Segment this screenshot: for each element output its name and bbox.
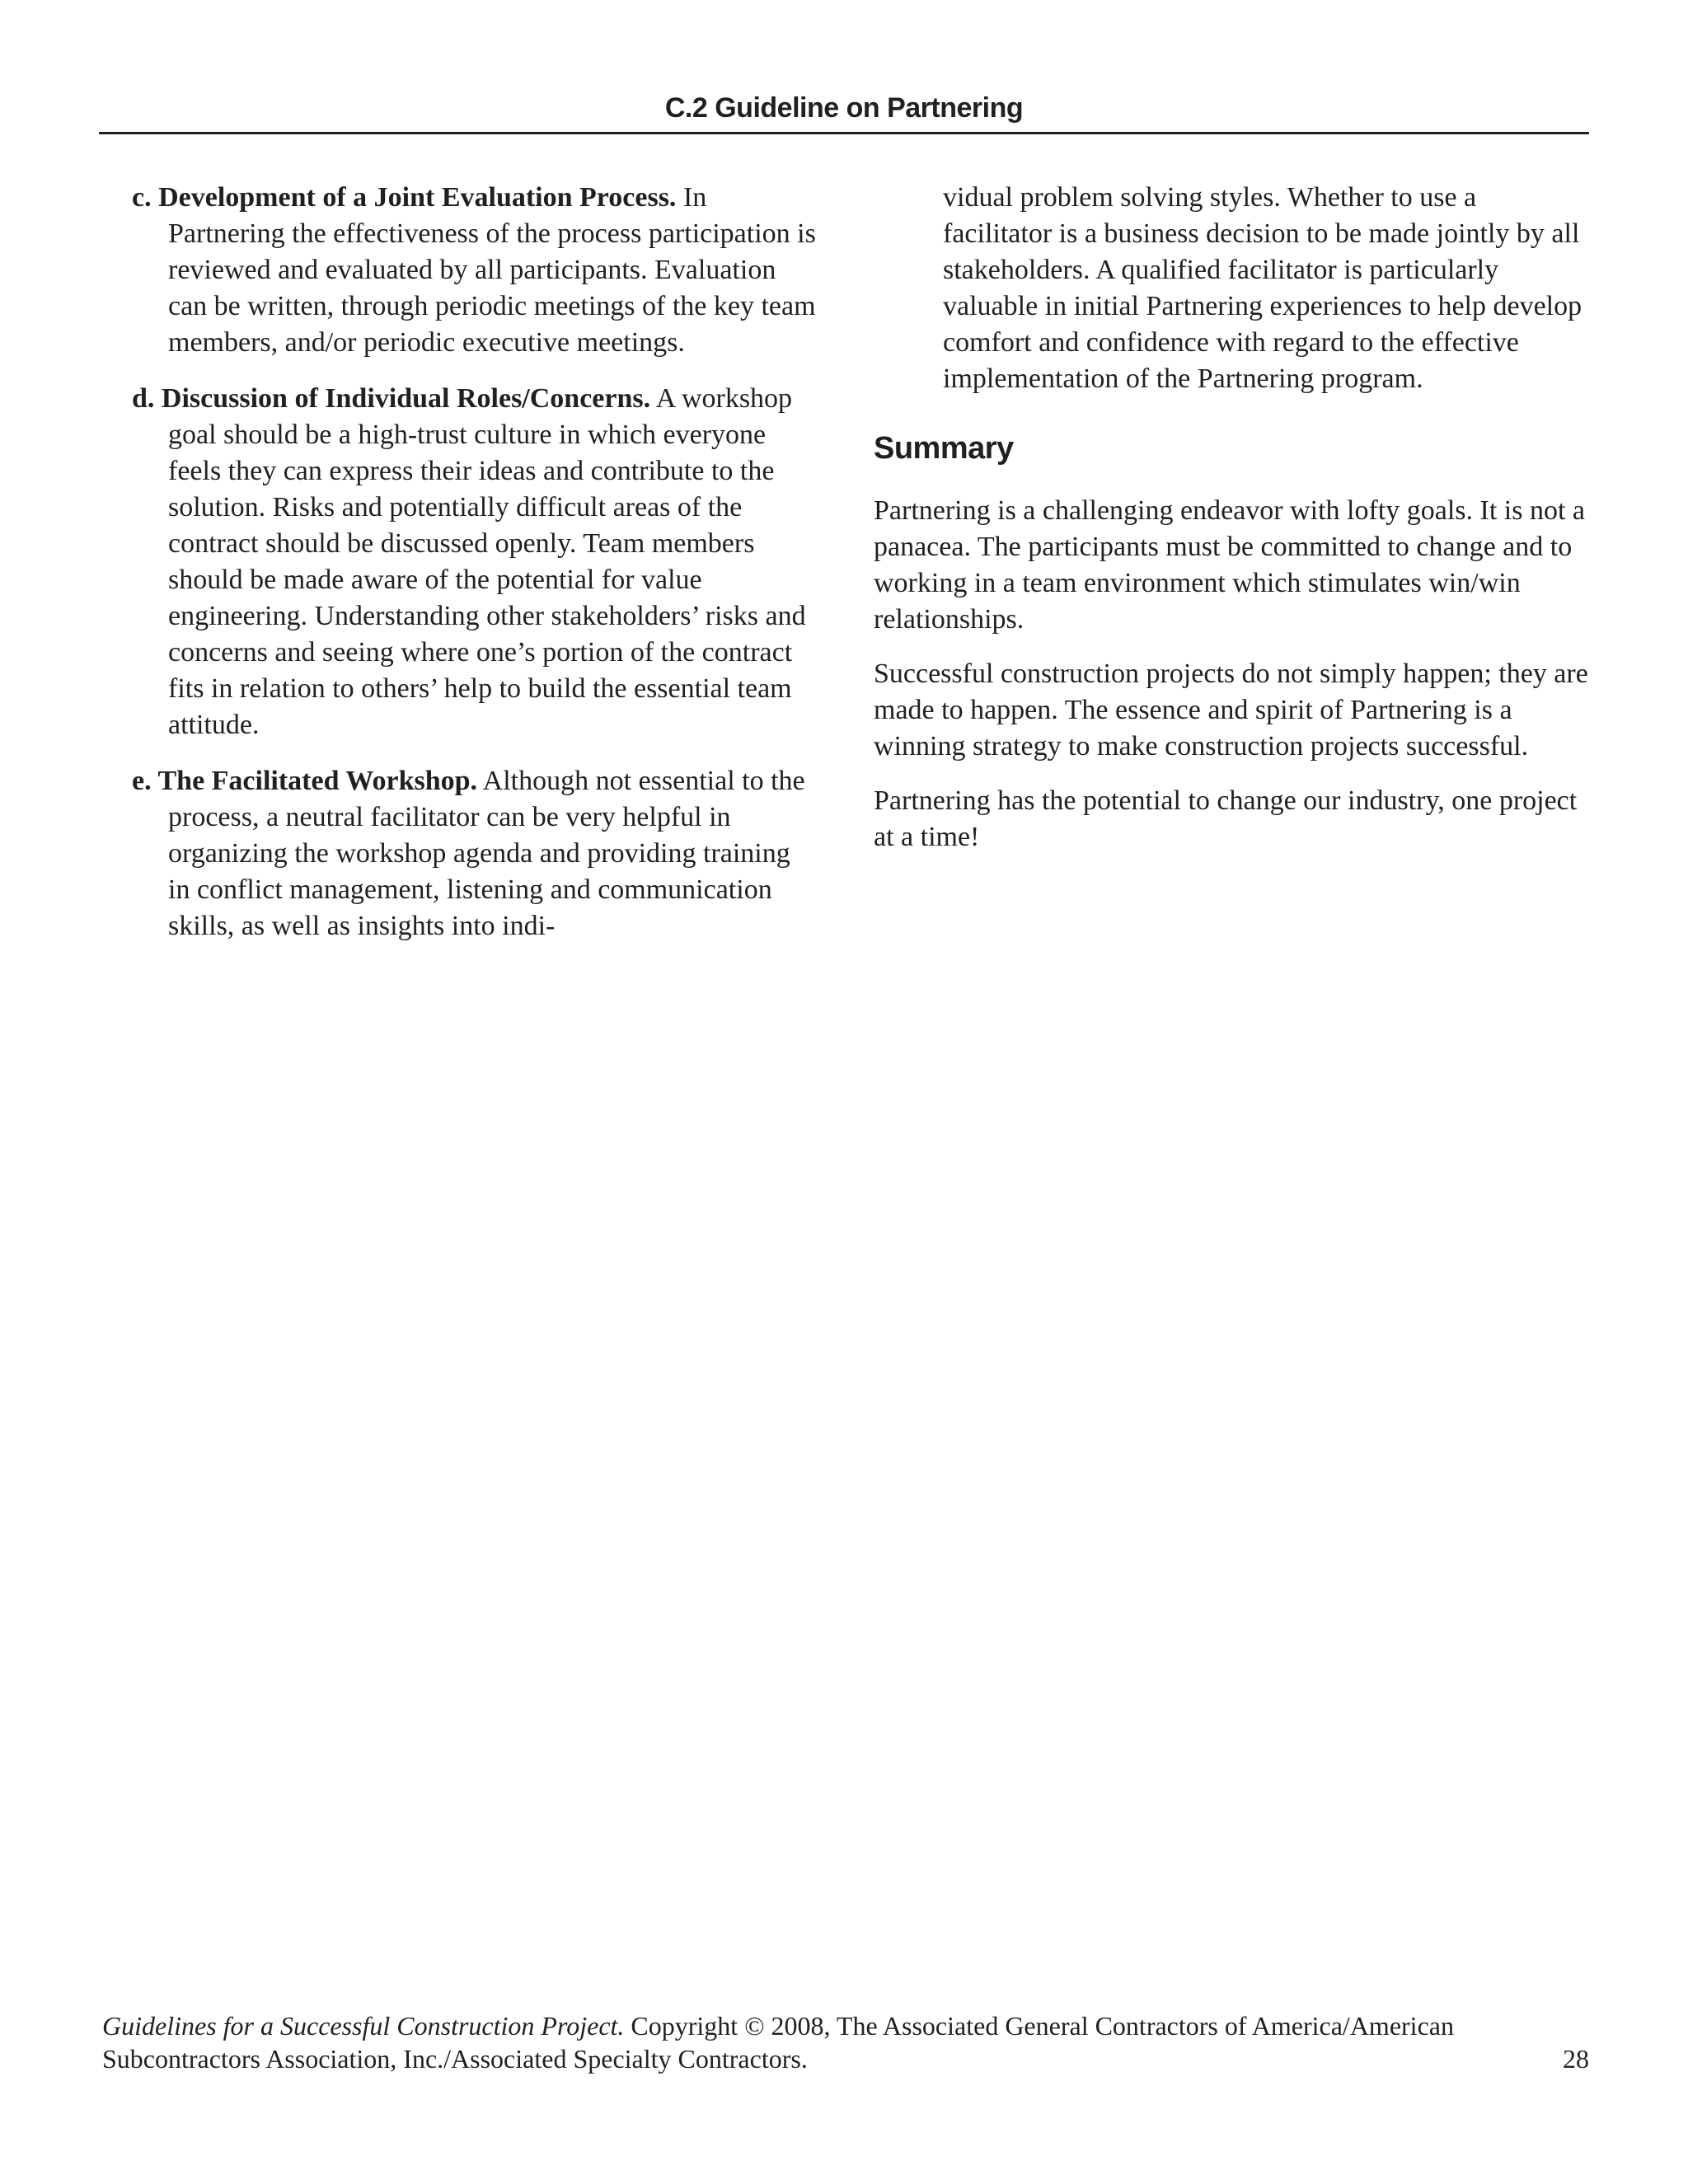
list-item-heading: d. Discussion of Individual Roles/Concerns. [132, 383, 651, 414]
summary-paragraph: Partnering is a challenging endeavor with lofty goals. It is not a panacea. The participants must be committed to change and to working in a team environment which stimulates win/win relationships. [874, 495, 1586, 635]
left-column [132, 180, 816, 964]
footer-publication-title: Guidelines for a Successful Construction Project. [102, 2011, 625, 2041]
list-item-joint-evaluation [132, 180, 816, 361]
list-item-body: A workshop goal should be a high-trust culture in which everyone feels they can express their ideas and contribute to the solution. Risks and potentially difficult areas of the contract should be discussed openly. Team members should be made aware of the potential for value engineering. Understanding other stakeholders’ risks and concerns and seeing where one’s portion of the contract fits in relation to others’ help to build the essential team attitude. [168, 383, 806, 740]
page-number: 28 [1563, 2044, 1589, 2074]
list-item-body: Although not essential to the process, a neutral facilitator can be very helpful in organizing the workshop agenda and providing training in conflict management, listening and communication skills, as well as insights into indi- [168, 766, 805, 941]
page-header-title: C.2 Guideline on Partnering [664, 92, 1024, 124]
list-item-facilitated-workshop [132, 763, 816, 944]
list-item-heading: c. Development of a Joint Evaluation Process. [132, 182, 677, 213]
footer-copyright: Copyright © 2008, The Associated General Contractors of America/American Subcontractors Association, Inc./Associated Specialty Contractors. [102, 2011, 1454, 2074]
list-item-roles-concerns [132, 381, 816, 743]
summary-paragraph: Successful construction projects do not simply happen; they are made to happen. The essence and spirit of Partnering is a winning strategy to make construction projects successful. [874, 658, 1588, 762]
page-footer [102, 2009, 1589, 2075]
list-item-body: In Partnering the effectiveness of the process participation is reviewed and evaluated by all participants. Evaluation can be written, through periodic meetings of the key team members, and/or periodic executive meetings. [168, 182, 816, 358]
summary-heading: Summary [874, 431, 1014, 466]
list-item-heading: e. The Facilitated Workshop. [132, 766, 478, 796]
header-divider [99, 132, 1589, 134]
continued-paragraph: vidual problem solving styles. Whether to use a facilitator is a business decision to be made jointly by all stakeholders. A qualified facilitator is particularly valuable in initial Partnering experiences to help develop comfort and confidence with regard to the effective implementation of the Partnering program. [943, 182, 1582, 394]
summary-paragraph: Partnering has the potential to change our industry, one project at a time! [874, 785, 1578, 852]
right-column [874, 180, 1591, 874]
